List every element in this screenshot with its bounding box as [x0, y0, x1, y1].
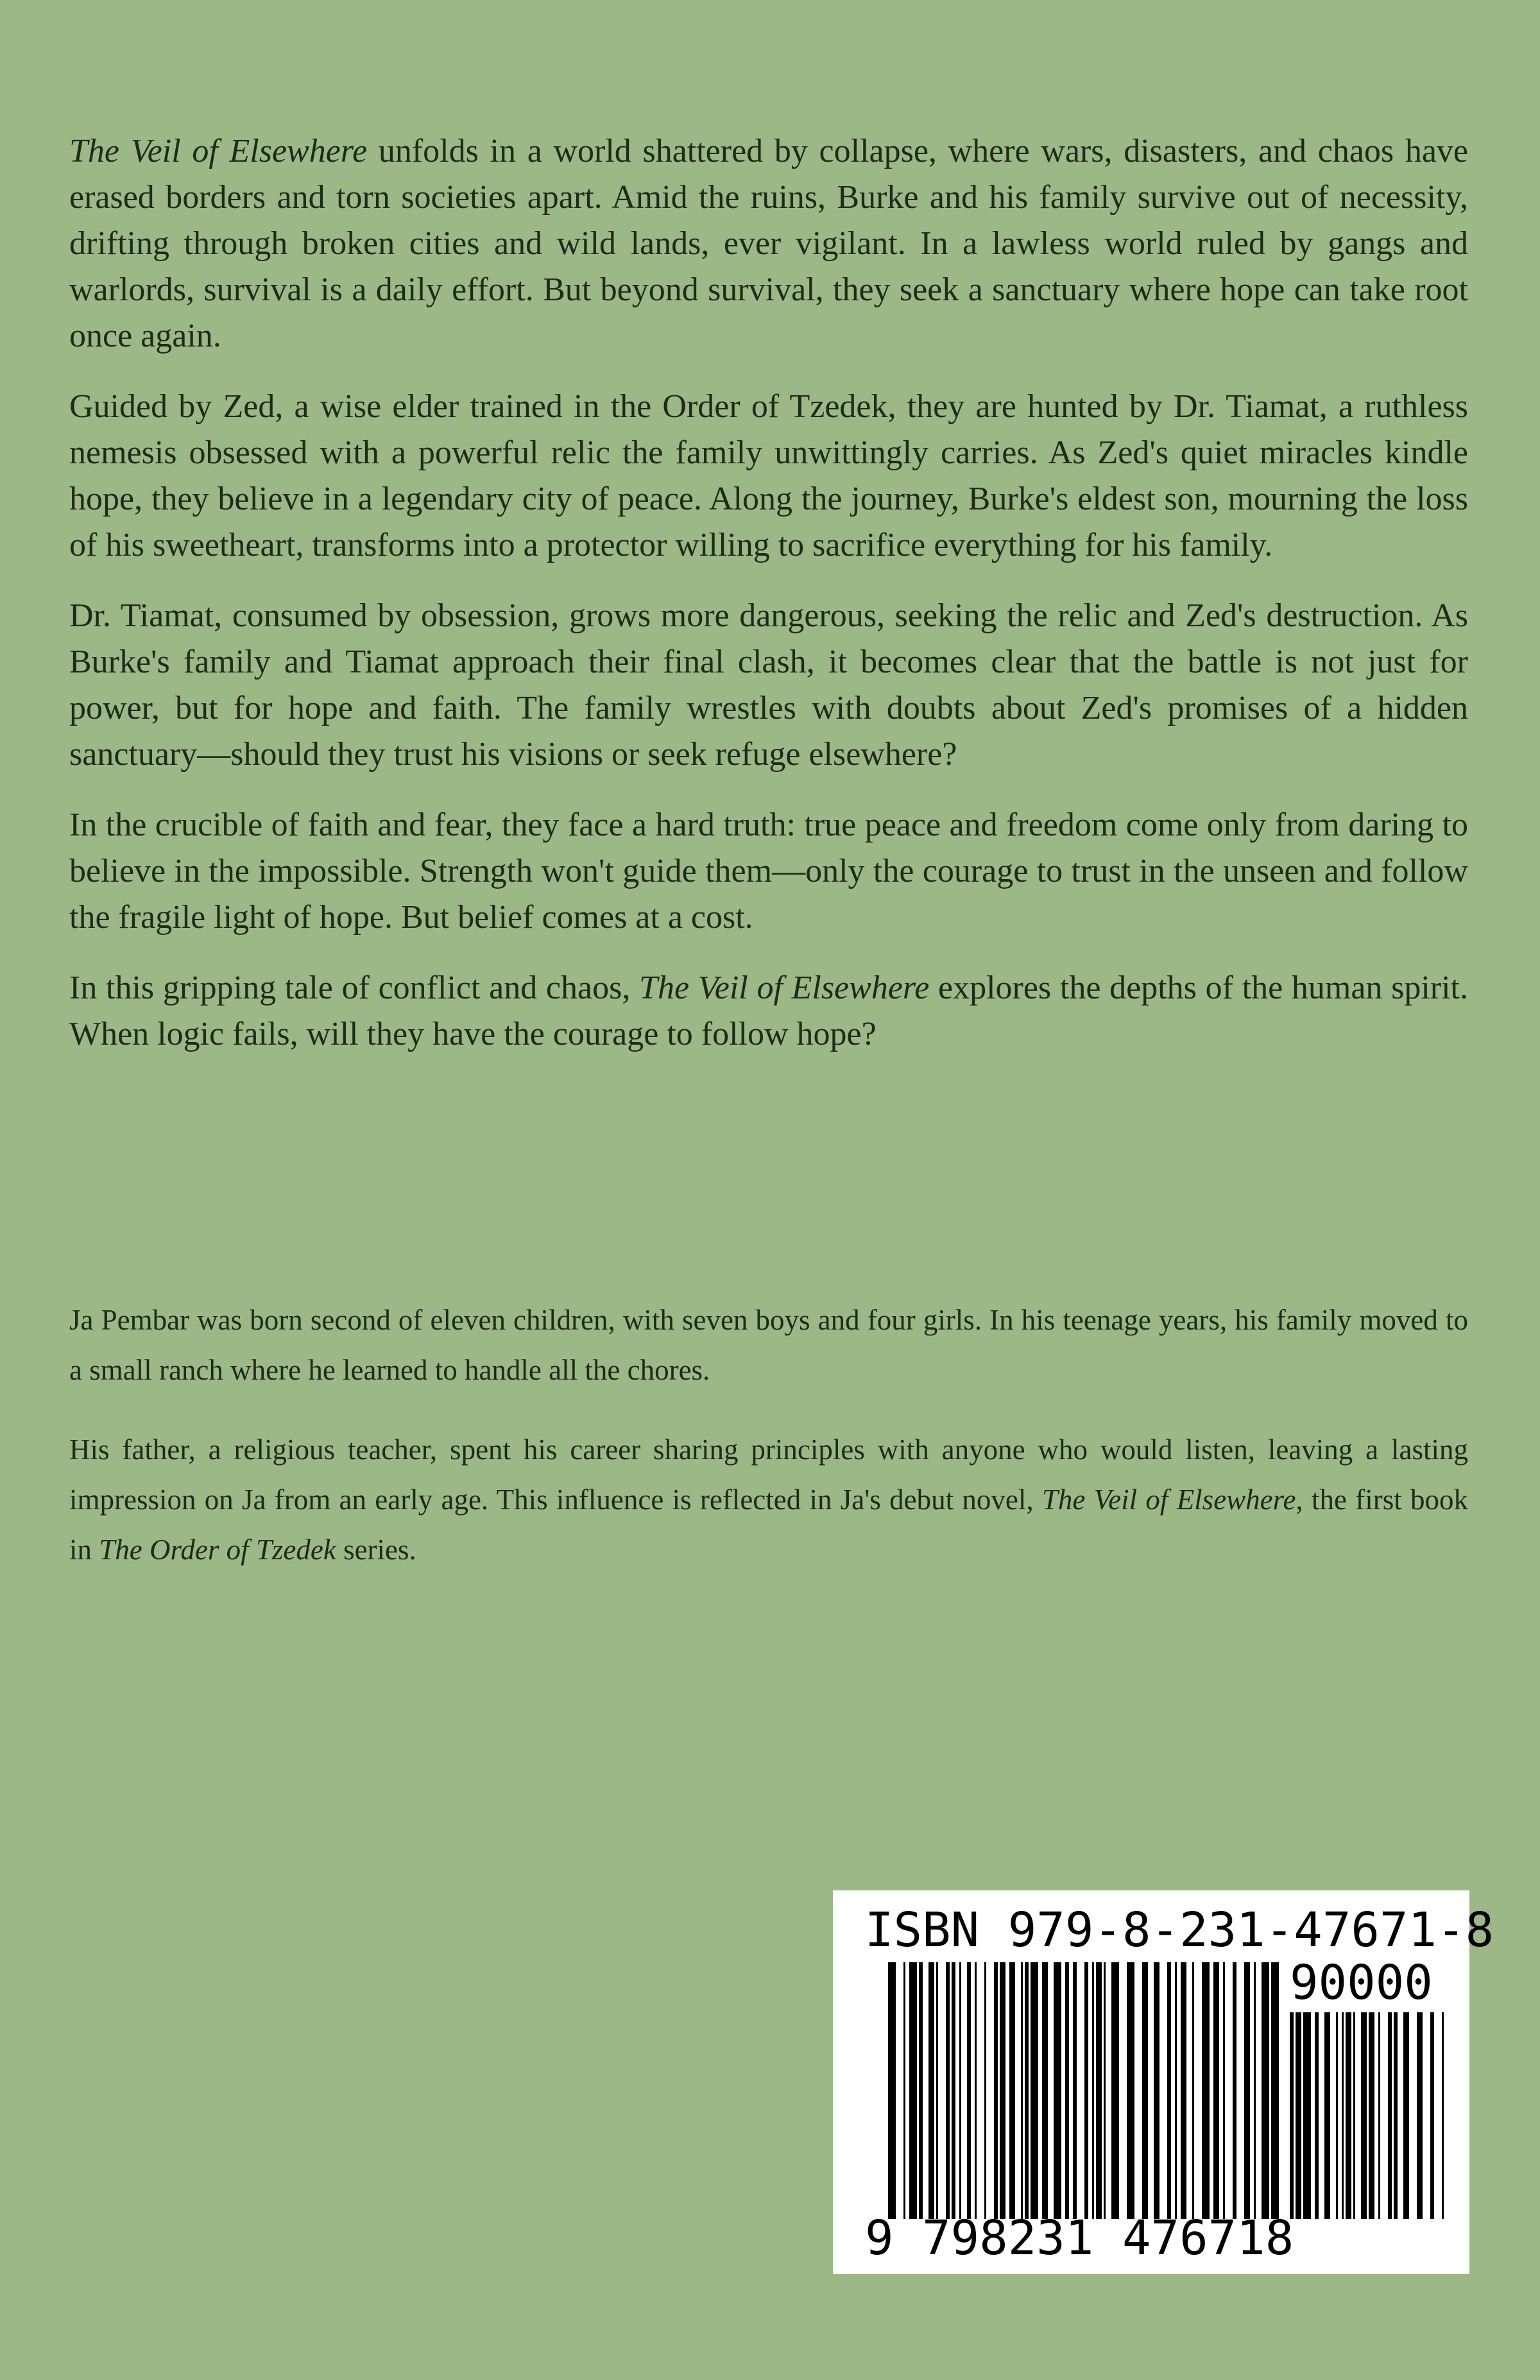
blurb-paragraph-2: Guided by Zed, a wise elder trained in the Order of Tzedek, they are hunted by Dr. Tiamat, a ruthless nemesis obsessed with a powerful relic the family unwittingly carries. As Zed's quiet miracles kindle hope, they believe in a legendary city of peace. Along the journey, Burke's eldest son, mourning the loss of his sweetheart, transforms into a protector willing to sacrifice everything for his family. — [69, 388, 1468, 563]
bio-paragraph-2: His father, a religious teacher, spent his career sharing principles with anyone who would listen, leaving a lasting impression on Ja from an early age. This influence is reflected in Ja's debut novel, The Veil of Elsewhere, the first book in The Order of Tzedek series. — [69, 1434, 1469, 1566]
barcode-digits: 9 798231 476718 — [865, 2211, 1294, 2266]
barcode-bars-main — [888, 1962, 1279, 2219]
isbn-barcode — [833, 1890, 1494, 2274]
back-cover-blurb — [69, 128, 1468, 1082]
author-bio — [69, 1295, 1468, 1604]
book-title: The Veil of Elsewhere — [69, 133, 368, 169]
book-title: The Veil of Elsewhere — [639, 970, 930, 1006]
blurb-paragraph-1: The Veil of Elsewhere unfolds in a world shattered by collapse, where wars, disasters, and chaos have erased borders and torn societies apart. Amid the ruins, Burke and his family survive out of necessity, drifting through broken cities and wild lands, ever vigilant. In a lawless world ruled by gangs and warlords, survival is a daily effort. But beyond survival, they seek a sanctuary where hope can take root once again. — [69, 133, 1468, 354]
blurb-paragraph-4: In the crucible of faith and fear, they face a hard truth: true peace and freedom come only from daring to believe in the impossible. Strength won't guide them—only the courage to trust in the unseen and follow the fragile light of hope. But belief comes at a cost. — [69, 807, 1468, 936]
blurb-paragraph-5: In this gripping tale of conflict and chaos, The Veil of Elsewhere explores the depths of the human spirit. When logic fails, will they have the courage to follow hope? — [69, 970, 1469, 1052]
blurb-paragraph-3: Dr. Tiamat, consumed by obsession, grows more dangerous, seeking the relic and Zed's destruction. As Burke's family and Tiamat approach their final clash, it becomes clear that the battle is not just for power, but for hope and faith. The family wrestles with doubts about Zed's promises of a hidden sanctuary—should they trust his visions or seek refuge elsewhere? — [69, 597, 1468, 773]
price-code: 90000 — [1290, 1955, 1433, 2010]
isbn-text: ISBN 979-8-231-47671-8 — [865, 1903, 1494, 1958]
bio-paragraph-1: Ja Pembar was born second of eleven children, with seven boys and four girls. In his teenage years, his family moved to a small ranch where he learned to handle all the chores. — [69, 1304, 1468, 1386]
series-title: The Order of Tzedek — [99, 1534, 336, 1566]
barcode-bars-addon — [1290, 2012, 1444, 2219]
book-title: The Veil of Elsewhere — [1041, 1484, 1296, 1516]
